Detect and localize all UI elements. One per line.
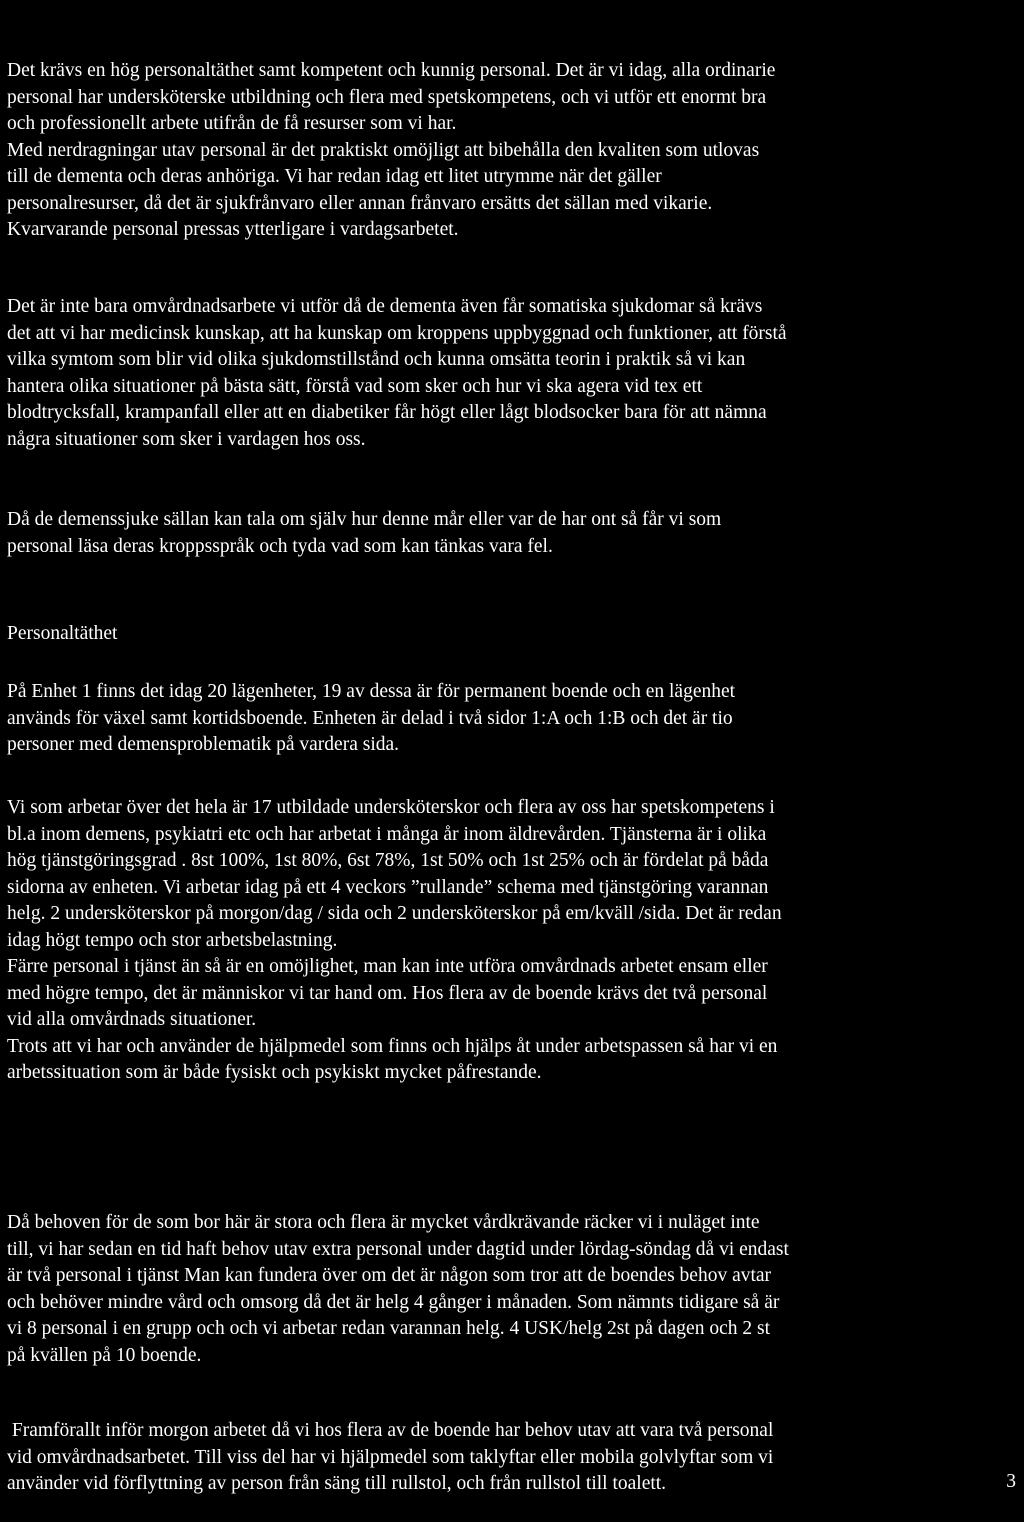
- text-line: med högre tempo, det är människor vi tar hand om. Hos flera av de boende krävs det två personal: [7, 982, 768, 1004]
- text-line: till, vi har sedan en tid haft behov utav extra personal under dagtid under lördag-söndag då vi endast: [7, 1238, 789, 1260]
- text-line: vid alla omvårdnads situationer.: [7, 1009, 257, 1030]
- text-line: Trots att vi har och använder de hjälpmedel som finns och hjälps åt under arbetspassen så har vi en: [7, 1035, 778, 1057]
- text-line: personal har undersköterske utbildning och flera med spetskompetens, och vi utför ett enormt bra: [7, 86, 767, 108]
- text-line: hantera olika situationer på bästa sätt, förstå vad som sker och hur vi ska agera vid tex ett: [7, 375, 703, 397]
- text-line: blodtrycksfall, krampanfall eller att en diabetiker får högt eller lågt blodsocker bara för att nämna: [7, 402, 767, 423]
- text-line: vi 8 personal i en grupp och och vi arbetar redan varannan helg. 4 USK/helg 2st på dagen och 2 st: [7, 1318, 770, 1339]
- text-line: Färre personal i tjänst än så är en omöjlighet, man kan inte utföra omvårdnads arbetet ensam eller: [7, 956, 768, 977]
- paragraph-staff-schedule: [7, 795, 1019, 1087]
- text-line: till de dementa och deras anhöriga. Vi har redan idag ett litet utrymme när det gäller: [7, 166, 662, 187]
- paragraph-weekend-needs: [7, 1210, 1019, 1369]
- text-line: Det krävs en hög personaltäthet samt kompetent och kunnig personal. Det är vi idag, alla ordinarie: [7, 60, 776, 81]
- text-line: använder vid förflyttning av person från säng till rullstol, och från rullstol till toalett.: [7, 1473, 667, 1494]
- paragraph-morning-work: [7, 1418, 1019, 1498]
- text-line: Då behoven för de som bor här är stora och flera är mycket vårdkrävande räcker vi i nuläget inte: [7, 1212, 760, 1233]
- paragraph-medical-knowledge: [7, 294, 1019, 453]
- text-line: Med nerdragningar utav personal är det praktiskt omöjligt att bibehålla den kvaliten som utlovas: [7, 139, 760, 161]
- text-line: På Enhet 1 finns det idag 20 lägenheter, 19 av dessa är för permanent boende och en lägenhet: [7, 681, 736, 702]
- text-line: idag högt tempo och stor arbetsbelastning.: [7, 929, 338, 951]
- paragraph-unit-description: [7, 679, 1019, 759]
- text-line: personal läsa deras kroppsspråk och tyda vad som kan tänkas vara fel.: [7, 535, 553, 557]
- text-line: arbetssituation som är både fysiskt och psykiskt mycket påfrestande.: [7, 1062, 542, 1083]
- text-line: vid omvårdnadsarbetet. Till viss del har vi hjälpmedel som taklyftar eller mobila golvlyftar som vi: [7, 1446, 774, 1468]
- paragraph-body-language: [7, 507, 1019, 560]
- text-line: Framförallt inför morgon arbetet då vi hos flera av de boende har behov utav att vara två personal: [7, 1420, 774, 1441]
- text-line: används för växel samt kortidsboende. Enheten är delad i två sidor 1:A och 1:B och det är tio: [7, 707, 733, 729]
- section-heading: Personaltäthet: [7, 623, 118, 644]
- text-line: och behöver mindre vård och omsorg då det är helg 4 gånger i månaden. Som nämnts tidigare så är: [7, 1291, 780, 1313]
- text-line: helg. 2 undersköterskor på morgon/dag / sida och 2 undersköterskor på em/kväll /sida. Det är redan: [7, 903, 782, 924]
- text-line: hög tjänstgöringsgrad . 8st 100%, 1st 80%, 6st 78%, 1st 50% och 1st 25% och är fördelat på båda: [7, 850, 769, 871]
- text-line: Det är inte bara omvårdnadsarbete vi utför då de dementa även får somatiska sjukdomar så krävs: [7, 296, 763, 317]
- text-line: vilka symtom som blir vid olika sjukdomstillstånd och kunna omsätta teorin i praktik så vi kan: [7, 349, 746, 370]
- text-line: personalresurser, då det är sjukfrånvaro eller annan frånvaro ersätts det sällan med vikarie.: [7, 192, 713, 214]
- text-line: sidorna av enheten. Vi arbetar idag på ett 4 veckors ”rullande” schema med tjänstgöring varannan: [7, 876, 769, 898]
- text-line: är två personal i tjänst Man kan fundera över om det är någon som tror att de boendes behov avtar: [7, 1265, 772, 1286]
- text-line: personer med demensproblematik på vardera sida.: [7, 734, 400, 755]
- text-line: Då de demenssjuke sällan kan tala om själv hur denne mår eller var de har ont så får vi som: [7, 509, 722, 530]
- page-number: 3: [1006, 1471, 1016, 1492]
- text-line: Vi som arbetar över det hela är 17 utbildade undersköterskor och flera av oss har spetskompetens i: [7, 797, 775, 818]
- text-line: på kvällen på 10 boende.: [7, 1344, 202, 1366]
- text-line: det att vi har medicinsk kunskap, att ha kunskap om kroppens uppbyggnad och funktioner, att förstå: [7, 322, 787, 344]
- paragraph-staffing-competence: [7, 58, 1019, 244]
- text-line: Kvarvarande personal pressas ytterligare i vardagsarbetet.: [7, 219, 459, 240]
- text-line: bl.a inom demens, psykiatri etc och har arbetat i många år inom äldrevården. Tjänsterna är i olika: [7, 823, 767, 845]
- text-line: några situationer som sker i vardagen hos oss.: [7, 428, 366, 450]
- text-line: och professionellt arbete utifrån de få resurser som vi har.: [7, 113, 457, 134]
